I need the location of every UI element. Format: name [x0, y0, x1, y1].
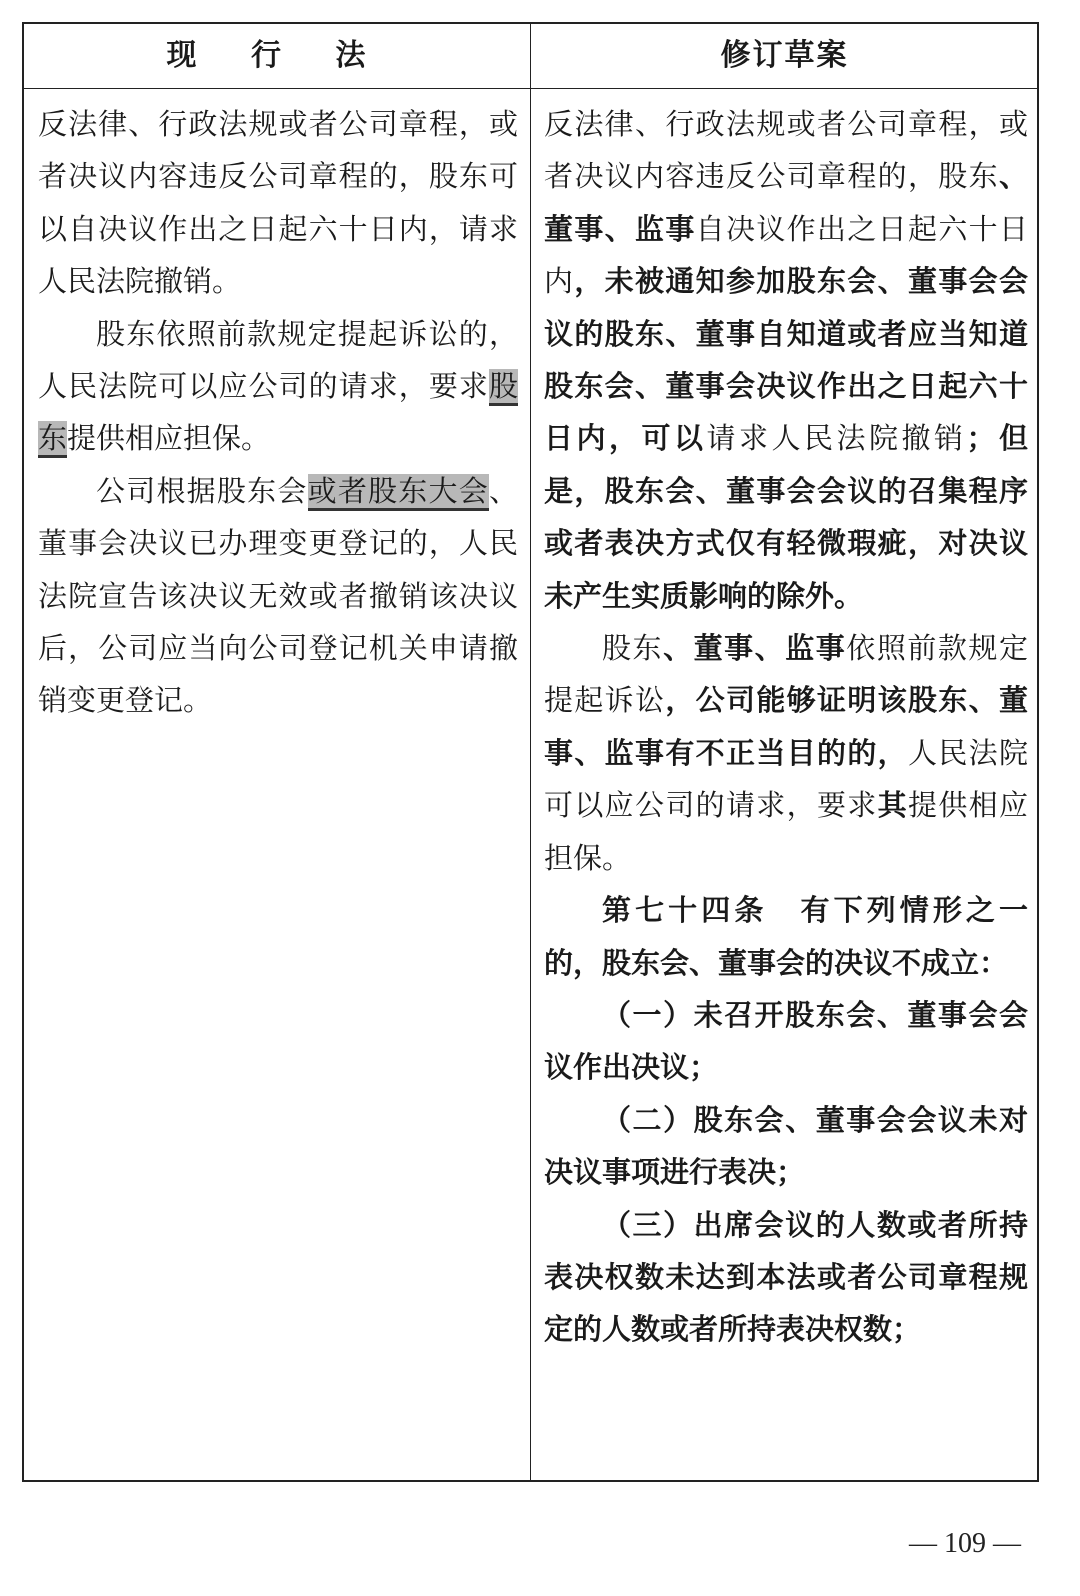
article-74-item-1: （一）未召开股东会、董事会会议作出决议；	[544, 997, 1028, 1085]
page-number: — 109 —	[909, 1528, 1021, 1559]
article-74-item-2: （二）股东会、董事会会议未对决议事项进行表决；	[544, 1102, 1028, 1190]
revised-paragraph-2: 股东、董事、监事依照前款规定提起诉讼，公司能够证明该股东、董事、监事有不正当目的的，人民法院可以应公司的请求，要求其提供相应担保。	[544, 631, 1028, 875]
article-74: 第七十四条 有下列情形之一的，股东会、董事会的决议不成立：	[544, 893, 1028, 980]
article-74-item-3: （三）出席会议的人数或者所持表决权数未达到本法或者公司章程规定的人数或者所持表决权数；	[544, 1207, 1028, 1347]
current-law-column	[38, 98, 518, 727]
header-current-law: 现 行 法	[166, 38, 388, 73]
current-law-paragraph-3: 公司根据股东会或者股东大会、董事会决议已办理变更登记的，人民法院宣告该决议无效或者撤销该决议后，公司应当向公司登记机关申请撤销变更登记。	[38, 473, 518, 718]
current-law-paragraph-1: 反法律、行政法规或者公司章程，或者决议内容违反公司章程的，股东可以自决议作出之日起六十日内，请求人民法院撤销。	[38, 107, 518, 299]
highlight-deleted-text: 股东	[38, 369, 518, 458]
comparison-table	[22, 22, 1039, 1482]
bold-added-text: ，公司能够证明该股东、董事、监事有不正当目的的，	[544, 683, 1028, 770]
revised-draft-column	[544, 98, 1028, 1356]
bold-added-text: 、董事、监事	[544, 159, 1028, 246]
bold-added-text: ；但是，股东会、董事会会议的召集程序或者表决方式仅有轻微瑕疵，对决议未产生实质影响的除外。	[544, 421, 1028, 613]
revised-paragraph-1: 反法律、行政法规或者公司章程，或者决议内容违反公司章程的，股东、董事、监事自决议作出之日起六十日内，未被通知参加股东会、董事会会议的股东、董事自知道或者应当知道股东会、董事会决议作出之日起六十日内，可以请求人民法院撤销；但是，股东会、董事会会议的召集程序或者表决方式仅有轻微瑕疵，对决议未产生实质影响的除外。	[544, 107, 1028, 613]
bold-added-text: 、董事、监事	[663, 631, 847, 666]
bold-added-text: ，未被通知参加股东会、董事会会议的股东、董事自知道或者应当知道股东会、董事会决议作出之日起六十日内，可以	[544, 264, 1028, 456]
current-law-paragraph-2: 股东依照前款规定提起诉讼的，人民法院可以应公司的请求，要求股东提供相应担保。	[38, 308, 518, 465]
highlight-deleted-text: 或者股东大会	[308, 474, 489, 511]
column-divider	[530, 24, 531, 1480]
bold-added-text: 其	[877, 788, 908, 823]
header-revised-draft: 修订草案	[720, 38, 849, 73]
